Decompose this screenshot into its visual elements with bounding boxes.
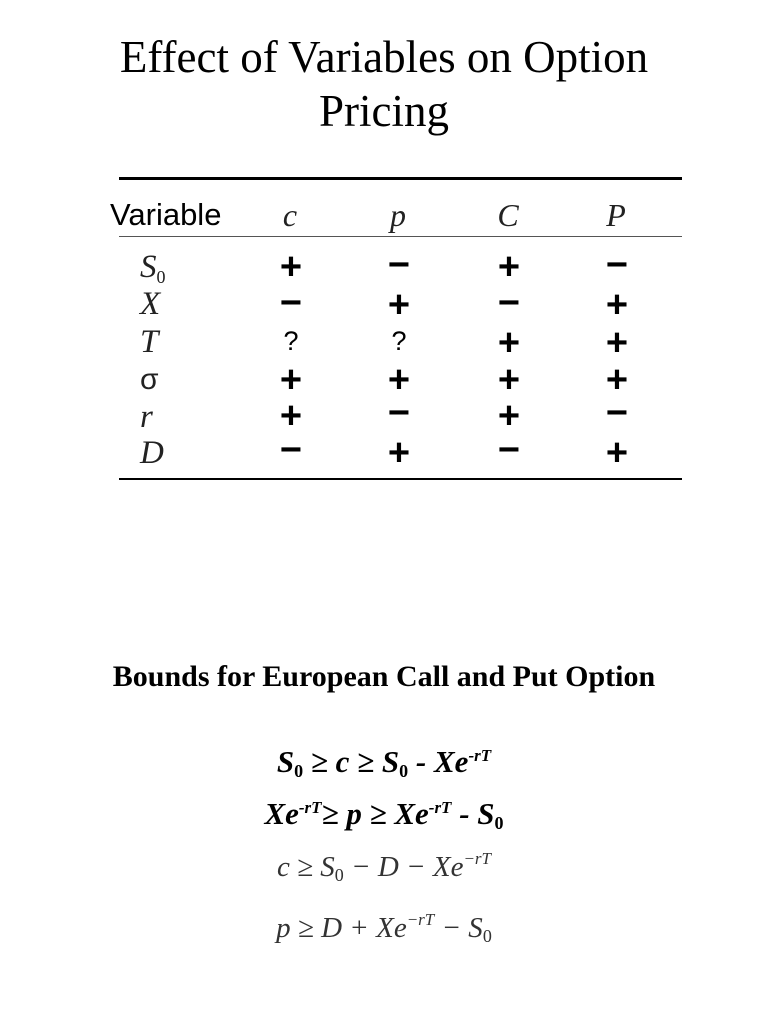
row-label-r: r [140,399,153,435]
page-title [0,30,768,138]
eq-sup: −rT [463,849,491,868]
table-cell: − [497,282,521,324]
eq-sub: 0 [294,761,304,781]
eq-part: - Xe [408,744,469,779]
table-cell: − [279,429,303,471]
table-header-rule [119,236,682,237]
table-cell: − [497,429,521,471]
eq-part: c ≥ S [276,851,335,883]
eq-sup: -rT [468,746,492,765]
eq-sub: 0 [334,865,344,885]
header-p: p [390,197,406,233]
table-cell: − [605,244,629,286]
table-cell: + [497,359,521,401]
table-cell: − [387,392,411,434]
table-cell: + [497,322,521,364]
eq-part: − S [434,912,483,944]
eq-sup: -rT [298,798,322,817]
row-label-t: T [140,324,159,360]
table-cell: + [605,432,629,474]
table-top-rule [119,177,682,180]
equation-1 [0,744,768,782]
table-cell: ? [283,326,299,356]
header-variable: Variable [110,197,222,232]
row-label-var: S [140,249,157,285]
table-cell: − [387,244,411,286]
equation-3 [0,849,768,886]
table-cell: + [279,359,303,401]
equation-4 [0,910,768,947]
eq-part: ≥ p ≥ Xe [321,796,429,831]
row-label-d: D [140,435,164,471]
row-label-sigma: σ [140,363,159,396]
bounds-heading: Bounds for European Call and Put Option [112,660,656,693]
row-label-x: X [140,286,161,322]
eq-sup: −rT [406,910,435,929]
table-cell: − [605,392,629,434]
eq-sup: -rT [428,798,452,817]
table-cell: + [279,246,303,288]
row-label-sub: 0 [156,267,166,287]
table-cell: + [605,284,629,326]
table-cell: + [387,284,411,326]
header-P: P [606,197,626,233]
table-cell: ? [391,326,407,356]
eq-part: Xe [264,796,299,831]
eq-part: ≥ c ≥ S [303,744,400,779]
equation-2 [0,796,768,834]
title-line-1: Effect of Variables on Option [119,32,649,82]
eq-part: S [276,744,295,779]
table-cell: + [279,395,303,437]
table-cell: + [497,395,521,437]
table-cell: + [497,246,521,288]
table-cell: − [279,282,303,324]
eq-sub: 0 [399,761,409,781]
row-label-s0 [140,248,200,286]
eq-part: − D − Xe [343,851,464,883]
title-line-2: Pricing [319,86,449,136]
eq-part: - S [451,796,495,831]
table-cell: + [387,432,411,474]
table-cell: + [605,359,629,401]
eq-sub: 0 [482,926,492,946]
header-c: c [282,197,298,233]
eq-part: p ≥ D + Xe [276,912,407,944]
eq-sub: 0 [494,813,504,833]
table-cell: + [605,322,629,364]
header-C: C [497,197,519,233]
table-cell: + [387,359,411,401]
table-bottom-rule [119,478,682,480]
